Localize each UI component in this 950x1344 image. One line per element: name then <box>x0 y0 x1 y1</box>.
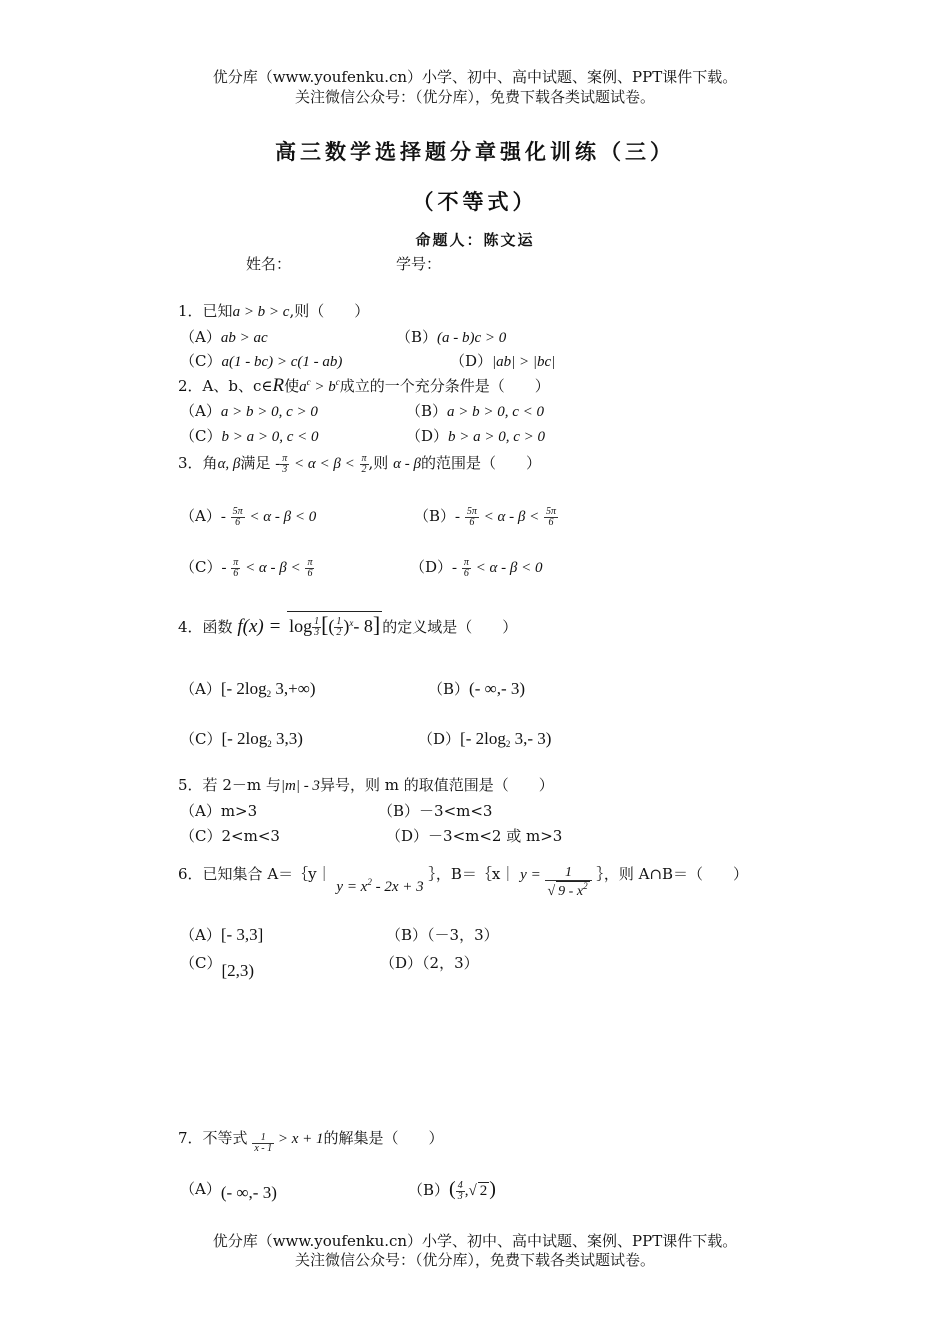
option-math: ab > ac <box>220 330 268 346</box>
question-6 <box>178 863 748 899</box>
option-math: [- 2log <box>221 729 268 748</box>
question-text: 使 <box>284 377 300 395</box>
question-text: 成立的一个充分条件是（ ） <box>339 377 550 395</box>
option-label: （A） <box>180 402 221 420</box>
math-exponent: x <box>349 618 354 628</box>
q4-option-c <box>180 728 303 749</box>
math-base: b <box>328 379 336 395</box>
q5-option-d: （D）－3<m<2 或 m>3 <box>386 827 563 845</box>
denominator: 6 <box>548 516 554 528</box>
option-label: （D） <box>418 730 461 748</box>
option-label: （A） <box>180 328 221 346</box>
math-op: - <box>275 456 281 472</box>
fraction <box>231 507 245 528</box>
option-math: [- 3,3] <box>220 925 264 944</box>
question-number: 4． <box>178 618 203 636</box>
math-set: R <box>272 375 285 396</box>
option-label: （A） <box>180 507 221 525</box>
question-number: 7． <box>178 1129 203 1147</box>
paren: ( <box>449 1178 456 1200</box>
option-math: b > a > 0, c > 0 <box>448 429 546 445</box>
footer-line-2: 关注微信公众号：（优分库），免费下载各类试题试卷。 <box>294 1251 655 1269</box>
option-math: a(1 - bc) > c(1 - ab) <box>221 354 343 370</box>
fraction <box>462 558 471 579</box>
option-label: （B） <box>414 507 456 525</box>
q5-option-a: （A）m>3 <box>180 802 258 820</box>
math-exponent: 2 <box>583 881 588 891</box>
q7-option-b <box>408 1178 496 1202</box>
q4-option-a <box>180 678 316 699</box>
denominator: 2 <box>361 463 367 475</box>
numerator: 5π <box>232 505 243 517</box>
option-math: a > b > 0, c > 0 <box>220 404 318 420</box>
sqrt-symbol: √ <box>468 1183 477 1199</box>
numerator: π <box>233 556 239 568</box>
q6-option-c <box>180 952 254 981</box>
fraction <box>305 558 314 579</box>
id-label: 学号： <box>396 255 442 273</box>
q5-option-c: （C）2<m<3 <box>180 827 280 845</box>
math-log: log <box>289 616 313 636</box>
q7-option-a <box>180 1178 277 1203</box>
option-math: 3,3) <box>271 729 303 748</box>
option-math: 3,- 3) <box>510 729 552 748</box>
option-math: [- 2log <box>460 729 506 748</box>
q3-option-c <box>180 556 314 579</box>
option-math: < α - β < <box>245 560 301 576</box>
question-number: 1． <box>178 302 203 320</box>
denominator: 6 <box>469 516 475 528</box>
math-exponent: 2 <box>367 877 372 887</box>
q3-option-a <box>180 505 316 528</box>
math-function: f(x) = <box>237 616 282 637</box>
denominator: 6 <box>463 567 469 579</box>
fraction <box>544 507 558 528</box>
math-expression: a > b > c <box>232 304 290 320</box>
fraction <box>252 1133 274 1154</box>
q5-option-b: （B）－3<m<3 <box>378 802 493 820</box>
question-text: ,则（ ） <box>289 302 370 320</box>
option-math: b > a > 0, c < 0 <box>221 429 319 445</box>
denominator: 3 <box>314 627 320 638</box>
paren: ( <box>328 616 335 636</box>
log-subscript: 2 <box>266 689 272 699</box>
numerator: π <box>307 556 313 568</box>
option-math: [2,3) <box>221 961 255 980</box>
option-math: (- ∞,- 3) <box>220 1183 277 1202</box>
denominator: 3 <box>457 1190 463 1202</box>
q1-option-c <box>180 350 342 371</box>
header-line-1: 优分库（www.youfenku.cn）小学、初中、高中试题、案例、PPT课件下载。 <box>212 68 738 86</box>
math-op: > <box>310 379 329 395</box>
math-expression: - 8 <box>353 616 373 636</box>
author: 命题人：陈文运 <box>415 231 535 249</box>
fraction-pi-3 <box>280 454 289 475</box>
set-a-expression <box>336 877 423 896</box>
question-text: 角 <box>202 454 218 472</box>
math-inequality: < α < β < <box>294 456 355 472</box>
option-label: （B） <box>408 1181 450 1199</box>
option-math: < α - β < 0 <box>475 560 543 576</box>
question-text: 的解集是（ ） <box>323 1129 444 1147</box>
q3-option-b <box>414 505 558 528</box>
denominator: 6 <box>233 567 239 579</box>
option-label: （B） <box>386 926 428 944</box>
question-number: 2． <box>178 377 203 395</box>
log-subscript: 2 <box>505 739 511 749</box>
question-2 <box>178 375 550 397</box>
math-expression: y = <box>520 867 541 883</box>
denominator: x - 1 <box>254 1143 273 1154</box>
option-label: （C） <box>180 558 222 576</box>
q6-option-d <box>380 952 479 973</box>
page-title: 高三数学选择题分章强化训练（三） <box>275 139 675 164</box>
math-exponent: c <box>306 377 311 387</box>
question-text: ,则 <box>368 454 389 472</box>
name-label: 姓名： <box>246 255 292 273</box>
fraction <box>465 507 479 528</box>
option-math: （2，3） <box>422 954 479 972</box>
question-text: 若 2－m 与 <box>202 776 281 794</box>
question-text: 已知集合 A＝｛y｜ <box>202 865 332 883</box>
option-math: 3,+∞) <box>271 679 316 698</box>
denominator: 6 <box>235 516 241 528</box>
footer-line-1: 优分库（www.youfenku.cn）小学、初中、高中试题、案例、PPT课件下载。 <box>212 1232 738 1250</box>
fraction <box>545 866 591 899</box>
denominator: 6 <box>307 567 313 579</box>
option-label: （B） <box>396 328 438 346</box>
option-math: （－3，3） <box>427 926 499 944</box>
question-1 <box>178 300 369 321</box>
option-math: (a - b)c > 0 <box>437 330 507 346</box>
question-text: 不等式 <box>202 1129 248 1147</box>
denominator: √ $9 - x^2$ <box>547 881 588 899</box>
q1-option-a <box>180 326 268 347</box>
question-text: ｝，则 A∩B＝（ ） <box>596 865 749 883</box>
bracket: ] <box>372 612 381 637</box>
option-label: （A） <box>180 926 221 944</box>
sqrt-expression <box>287 611 382 638</box>
numerator: 1 <box>314 616 320 627</box>
math-op: - <box>220 509 226 525</box>
math-op: - <box>452 560 458 576</box>
log-base-fraction <box>312 617 321 638</box>
numerator: 5π <box>466 505 477 517</box>
numerator: 1 <box>252 1133 274 1144</box>
paren: ) <box>489 1178 496 1200</box>
fraction <box>231 558 240 579</box>
numerator: 1 <box>336 615 342 627</box>
option-math: |ab| > |bc| <box>492 354 556 370</box>
option-label: （D） <box>380 954 423 972</box>
denominator: 3 <box>282 463 288 475</box>
option-math: [- 2log <box>220 679 267 698</box>
question-text: A、b、c∈ <box>202 377 273 395</box>
question-number: 3． <box>178 454 203 472</box>
option-label: （D） <box>410 558 453 576</box>
sqrt-radicand <box>556 881 589 899</box>
math-expression: 9 - x <box>558 884 584 899</box>
q4-option-d <box>418 728 551 749</box>
option-label: （C） <box>180 352 222 370</box>
math-op: - <box>221 560 227 576</box>
math-expression: > x + 1 <box>274 1131 324 1147</box>
q6-option-b <box>386 924 499 945</box>
math-vars: α, β <box>217 456 241 472</box>
q3-option-d <box>410 556 542 579</box>
q1-option-b <box>396 326 506 347</box>
q2-option-d <box>406 425 545 446</box>
fraction <box>456 1181 465 1202</box>
option-math: < α - β < 0 <box>249 509 317 525</box>
question-text: ｝，B＝｛x｜ <box>428 865 516 883</box>
sqrt-radicand: 2 <box>479 1183 488 1199</box>
q4-option-b <box>428 678 525 699</box>
math-expression: |m| - 3 <box>280 778 320 794</box>
option-label: （B） <box>406 402 448 420</box>
q2-option-b <box>406 400 544 421</box>
log-subscript: 2 <box>267 739 272 749</box>
option-label: （C） <box>180 954 222 972</box>
numerator: 5π <box>545 505 556 517</box>
option-label: （C） <box>180 730 222 748</box>
math-expression: α - β <box>393 456 421 472</box>
bracket: [ <box>321 612 329 637</box>
numerator: 1 <box>545 866 591 881</box>
option-label: （D） <box>450 352 493 370</box>
q2-option-a <box>180 400 318 421</box>
option-label: （C） <box>180 427 222 445</box>
fraction-pi-2 <box>360 454 369 475</box>
math-base: a <box>299 379 307 395</box>
option-label: （D） <box>406 427 449 445</box>
comma: , <box>464 1183 469 1199</box>
numerator: π <box>361 452 367 464</box>
math-expression: y = x <box>336 879 368 895</box>
question-4 <box>178 611 517 638</box>
math-exponent: c <box>335 377 340 387</box>
option-label: （A） <box>180 680 221 698</box>
question-text: 满足 <box>240 454 271 472</box>
option-label: （A） <box>180 1180 221 1198</box>
option-math: a > b > 0, c < 0 <box>447 404 545 420</box>
numerator: π <box>463 556 469 568</box>
question-number: 5． <box>178 776 203 794</box>
header-line-2: 关注微信公众号：（优分库），免费下载各类试题试卷。 <box>294 88 655 106</box>
question-number: 6． <box>178 865 203 883</box>
numerator: π <box>282 452 288 464</box>
q2-option-c <box>180 425 319 446</box>
paren: ) <box>343 616 350 636</box>
question-7 <box>178 1127 444 1154</box>
option-math: < α - β < <box>483 509 540 525</box>
option-label: （B） <box>428 680 470 698</box>
question-text: 异号，则 m 的取值范围是（ ） <box>319 776 554 794</box>
math-expression: - 2x + 3 <box>371 879 424 895</box>
question-text: 已知 <box>202 302 233 320</box>
math-op: - <box>455 509 461 525</box>
option-math: (- ∞,- 3) <box>469 679 526 698</box>
question-3 <box>178 452 541 475</box>
question-5 <box>178 774 554 795</box>
question-text: 的范围是（ ） <box>420 454 541 472</box>
denominator: 2 <box>336 626 342 638</box>
numerator: 4 <box>457 1179 463 1191</box>
question-text: 的定义域是（ ） <box>382 618 518 636</box>
q1-option-d <box>450 350 555 371</box>
q6-option-a <box>180 924 263 945</box>
question-text: 函数 <box>202 618 233 636</box>
page-subtitle: （不等式） <box>412 189 538 214</box>
